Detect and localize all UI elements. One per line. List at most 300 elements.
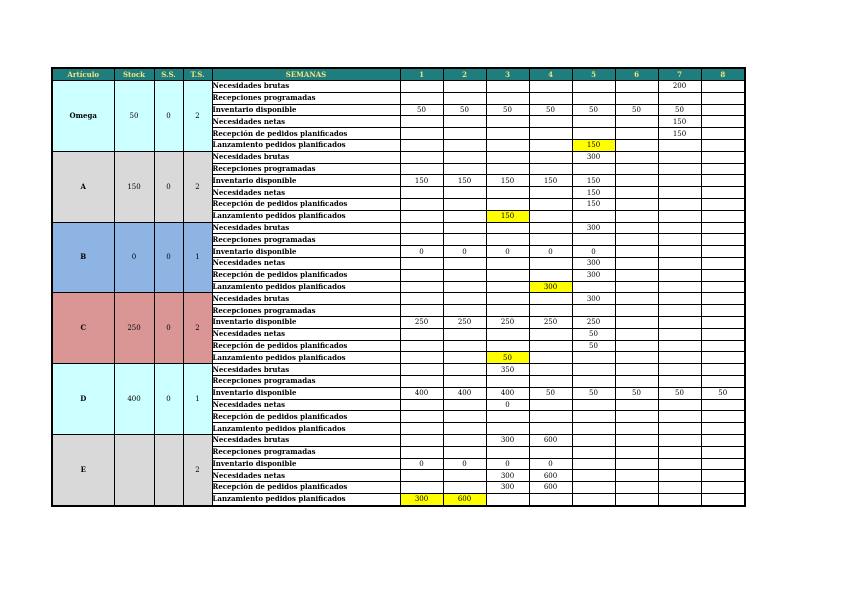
week-cell: [615, 128, 658, 140]
week-cell: [400, 281, 443, 293]
week-cell: [615, 305, 658, 317]
header-ss: S.S.: [154, 68, 183, 81]
week-cell: [443, 399, 486, 411]
week-cell: 0: [443, 458, 486, 470]
week-cell: 150: [443, 175, 486, 187]
week-cell: [529, 116, 572, 128]
week-cell: [529, 411, 572, 423]
concept-label: Inventario disponible: [212, 246, 400, 258]
concept-label: Inventario disponible: [212, 175, 400, 187]
header-articulo: Artículo: [52, 68, 114, 81]
week-cell: [529, 163, 572, 175]
week-cell: [701, 482, 745, 494]
week-cell: [701, 293, 745, 305]
week-cell: [486, 222, 529, 234]
week-cell: [486, 257, 529, 269]
item-ss: 0: [154, 151, 183, 222]
header-week-8: 8: [701, 68, 745, 81]
concept-label: Necesidades brutas: [212, 364, 400, 376]
item-name: C: [52, 293, 114, 364]
week-cell: [701, 246, 745, 258]
week-cell: [658, 305, 701, 317]
week-cell: 50: [400, 104, 443, 116]
week-cell: [443, 234, 486, 246]
week-cell: [400, 257, 443, 269]
week-cell: [701, 316, 745, 328]
week-cell: [572, 493, 615, 505]
week-cell: [443, 470, 486, 482]
item-ts: 2: [183, 151, 212, 222]
week-cell: [658, 446, 701, 458]
week-cell: [701, 222, 745, 234]
week-cell: [572, 234, 615, 246]
concept-label: Recepción de pedidos planificados: [212, 128, 400, 140]
concept-label: Lanzamiento pedidos planificados: [212, 210, 400, 222]
week-cell: 400: [400, 387, 443, 399]
week-cell: [486, 116, 529, 128]
week-cell: [443, 269, 486, 281]
week-cell: 150: [486, 175, 529, 187]
week-cell: [443, 210, 486, 222]
week-cell: [443, 128, 486, 140]
header-week-6: 6: [615, 68, 658, 81]
week-cell: [572, 281, 615, 293]
item-row: [52, 364, 745, 376]
item-row: [52, 151, 745, 163]
week-cell: [658, 151, 701, 163]
concept-label: Necesidades brutas: [212, 81, 400, 93]
week-cell: 0: [486, 399, 529, 411]
week-cell: [615, 423, 658, 435]
week-cell: [615, 257, 658, 269]
week-cell: [658, 399, 701, 411]
item-ts: 1: [183, 222, 212, 293]
week-cell: [701, 340, 745, 352]
week-cell: [443, 81, 486, 93]
week-cell: [572, 434, 615, 446]
week-cell: [615, 187, 658, 199]
week-cell: [572, 364, 615, 376]
week-cell: [615, 411, 658, 423]
week-cell: [701, 352, 745, 364]
week-cell: [701, 257, 745, 269]
week-cell: [400, 222, 443, 234]
week-cell: 50: [443, 104, 486, 116]
week-cell: [701, 187, 745, 199]
week-cell: [615, 210, 658, 222]
week-cell: [701, 269, 745, 281]
week-cell: [400, 198, 443, 210]
week-cell: 0: [486, 246, 529, 258]
item-ts: 2: [183, 81, 212, 152]
header-stock: Stock: [114, 68, 154, 81]
item-ss: 0: [154, 81, 183, 152]
week-cell: [400, 128, 443, 140]
week-cell: 150: [486, 210, 529, 222]
week-cell: [486, 92, 529, 104]
week-cell: [400, 470, 443, 482]
week-cell: [701, 210, 745, 222]
item-ts: 1: [183, 364, 212, 435]
week-cell: 150: [572, 198, 615, 210]
concept-label: Recepción de pedidos planificados: [212, 411, 400, 423]
header-week-3: 3: [486, 68, 529, 81]
week-cell: [486, 493, 529, 505]
week-cell: [701, 446, 745, 458]
week-cell: [486, 305, 529, 317]
week-cell: [486, 293, 529, 305]
week-cell: [529, 139, 572, 151]
week-cell: [486, 328, 529, 340]
concept-label: Necesidades netas: [212, 470, 400, 482]
week-cell: [615, 470, 658, 482]
concept-label: Recepción de pedidos planificados: [212, 482, 400, 494]
week-cell: [529, 375, 572, 387]
week-cell: [529, 305, 572, 317]
week-cell: [615, 446, 658, 458]
concept-label: Inventario disponible: [212, 104, 400, 116]
concept-label: Lanzamiento pedidos planificados: [212, 493, 400, 505]
week-cell: [701, 305, 745, 317]
week-cell: 0: [572, 246, 615, 258]
week-cell: [443, 116, 486, 128]
week-cell: [615, 434, 658, 446]
week-cell: [658, 198, 701, 210]
week-cell: 150: [658, 116, 701, 128]
week-cell: [529, 257, 572, 269]
week-cell: 200: [658, 81, 701, 93]
item-row: [52, 293, 745, 305]
week-cell: 50: [615, 387, 658, 399]
week-cell: [701, 364, 745, 376]
week-cell: 300: [572, 257, 615, 269]
mrp-table: [51, 67, 746, 507]
item-stock: 0: [114, 222, 154, 293]
week-cell: [443, 364, 486, 376]
item-row: [52, 81, 745, 93]
week-cell: 300: [529, 281, 572, 293]
week-cell: [529, 128, 572, 140]
week-cell: [701, 423, 745, 435]
week-cell: [658, 281, 701, 293]
week-cell: [400, 269, 443, 281]
week-cell: 300: [486, 482, 529, 494]
week-cell: [615, 92, 658, 104]
week-cell: 50: [572, 328, 615, 340]
week-cell: [400, 151, 443, 163]
week-cell: 0: [529, 458, 572, 470]
week-cell: 250: [400, 316, 443, 328]
week-cell: [529, 222, 572, 234]
week-cell: [701, 399, 745, 411]
week-cell: [486, 187, 529, 199]
week-cell: 600: [443, 493, 486, 505]
week-cell: [658, 269, 701, 281]
week-cell: [615, 482, 658, 494]
week-cell: [615, 175, 658, 187]
concept-label: Lanzamiento pedidos planificados: [212, 352, 400, 364]
week-cell: [615, 234, 658, 246]
concept-label: Recepciones programadas: [212, 163, 400, 175]
week-cell: [400, 411, 443, 423]
concept-label: Necesidades brutas: [212, 222, 400, 234]
week-cell: [400, 305, 443, 317]
week-cell: [615, 399, 658, 411]
week-cell: [701, 128, 745, 140]
concept-label: Recepciones programadas: [212, 375, 400, 387]
concept-label: Recepción de pedidos planificados: [212, 269, 400, 281]
week-cell: [529, 340, 572, 352]
concept-label: Necesidades brutas: [212, 151, 400, 163]
week-cell: [572, 470, 615, 482]
week-cell: [529, 187, 572, 199]
week-cell: [443, 293, 486, 305]
week-cell: 300: [572, 222, 615, 234]
week-cell: 50: [486, 104, 529, 116]
week-cell: [658, 493, 701, 505]
item-name: E: [52, 434, 114, 505]
item-row: [52, 434, 745, 446]
week-cell: [701, 434, 745, 446]
week-cell: [529, 352, 572, 364]
week-cell: [701, 151, 745, 163]
week-cell: 150: [572, 139, 615, 151]
week-cell: [529, 234, 572, 246]
concept-label: Necesidades netas: [212, 187, 400, 199]
header-week-4: 4: [529, 68, 572, 81]
week-cell: [443, 139, 486, 151]
week-cell: 0: [400, 246, 443, 258]
header-week-5: 5: [572, 68, 615, 81]
week-cell: 50: [572, 104, 615, 116]
week-cell: 250: [443, 316, 486, 328]
week-cell: [443, 163, 486, 175]
week-cell: [615, 293, 658, 305]
item-name: Omega: [52, 81, 114, 152]
week-cell: 300: [486, 434, 529, 446]
week-cell: 50: [701, 387, 745, 399]
concept-label: Lanzamiento pedidos planificados: [212, 423, 400, 435]
concept-label: Recepciones programadas: [212, 305, 400, 317]
week-cell: [443, 198, 486, 210]
week-cell: 50: [529, 104, 572, 116]
week-cell: [443, 423, 486, 435]
week-cell: 250: [486, 316, 529, 328]
week-cell: [486, 446, 529, 458]
week-cell: [658, 352, 701, 364]
week-cell: [443, 352, 486, 364]
week-cell: [400, 352, 443, 364]
week-cell: [701, 375, 745, 387]
item-ss: [154, 434, 183, 505]
week-cell: 250: [529, 316, 572, 328]
week-cell: 150: [400, 175, 443, 187]
week-cell: [701, 493, 745, 505]
week-cell: [701, 163, 745, 175]
week-cell: [443, 92, 486, 104]
week-cell: 150: [572, 187, 615, 199]
week-cell: 150: [658, 128, 701, 140]
week-cell: 300: [572, 269, 615, 281]
item-stock: 150: [114, 151, 154, 222]
week-cell: [529, 328, 572, 340]
week-cell: 50: [572, 387, 615, 399]
week-cell: 50: [658, 104, 701, 116]
week-cell: [529, 198, 572, 210]
week-cell: [572, 163, 615, 175]
week-cell: [658, 139, 701, 151]
concept-label: Recepciones programadas: [212, 92, 400, 104]
week-cell: [443, 328, 486, 340]
week-cell: 50: [572, 340, 615, 352]
week-cell: [443, 281, 486, 293]
concept-label: Necesidades netas: [212, 116, 400, 128]
week-cell: [658, 175, 701, 187]
week-cell: 350: [486, 364, 529, 376]
concept-label: Recepciones programadas: [212, 446, 400, 458]
week-cell: [529, 81, 572, 93]
week-cell: [400, 293, 443, 305]
week-cell: [443, 257, 486, 269]
week-cell: [701, 328, 745, 340]
concept-label: Necesidades brutas: [212, 434, 400, 446]
week-cell: [486, 375, 529, 387]
week-cell: 600: [529, 470, 572, 482]
week-cell: [658, 411, 701, 423]
week-cell: [400, 434, 443, 446]
week-cell: [572, 375, 615, 387]
week-cell: [529, 151, 572, 163]
week-cell: 0: [486, 458, 529, 470]
week-cell: [701, 458, 745, 470]
concept-label: Inventario disponible: [212, 387, 400, 399]
week-cell: [400, 210, 443, 222]
week-cell: [486, 151, 529, 163]
week-cell: [486, 163, 529, 175]
week-cell: [658, 340, 701, 352]
week-cell: [701, 81, 745, 93]
week-cell: 400: [486, 387, 529, 399]
week-cell: [658, 482, 701, 494]
week-cell: [443, 222, 486, 234]
item-stock: [114, 434, 154, 505]
week-cell: 0: [529, 246, 572, 258]
week-cell: [658, 423, 701, 435]
week-cell: [486, 234, 529, 246]
week-cell: [658, 458, 701, 470]
week-cell: [529, 399, 572, 411]
week-cell: [615, 364, 658, 376]
week-cell: [529, 293, 572, 305]
week-cell: [658, 375, 701, 387]
concept-label: Necesidades brutas: [212, 293, 400, 305]
week-cell: [615, 352, 658, 364]
header-week-2: 2: [443, 68, 486, 81]
week-cell: [658, 293, 701, 305]
week-cell: [615, 198, 658, 210]
week-cell: 150: [529, 175, 572, 187]
week-cell: [400, 234, 443, 246]
week-cell: [701, 92, 745, 104]
week-cell: [572, 411, 615, 423]
week-cell: [486, 423, 529, 435]
item-ss: 0: [154, 222, 183, 293]
week-cell: [400, 328, 443, 340]
item-ts: 2: [183, 293, 212, 364]
week-cell: [615, 458, 658, 470]
week-cell: [615, 316, 658, 328]
week-cell: [615, 281, 658, 293]
week-cell: [486, 340, 529, 352]
item-name: A: [52, 151, 114, 222]
header-ts: T.S.: [183, 68, 212, 81]
week-cell: [529, 364, 572, 376]
concept-label: Inventario disponible: [212, 316, 400, 328]
week-cell: [701, 411, 745, 423]
concept-label: Recepción de pedidos planificados: [212, 340, 400, 352]
week-cell: [400, 81, 443, 93]
week-cell: [658, 470, 701, 482]
week-cell: [615, 375, 658, 387]
week-cell: [400, 187, 443, 199]
week-cell: [572, 116, 615, 128]
week-cell: [572, 482, 615, 494]
week-cell: [400, 482, 443, 494]
concept-label: Necesidades netas: [212, 257, 400, 269]
week-cell: [486, 128, 529, 140]
week-cell: [572, 210, 615, 222]
item-stock: 250: [114, 293, 154, 364]
week-cell: 50: [486, 352, 529, 364]
week-cell: [572, 399, 615, 411]
week-cell: [400, 163, 443, 175]
week-cell: [658, 328, 701, 340]
item-stock: 400: [114, 364, 154, 435]
week-cell: [701, 234, 745, 246]
week-cell: [443, 482, 486, 494]
week-cell: [572, 458, 615, 470]
concept-label: Lanzamiento pedidos planificados: [212, 281, 400, 293]
week-cell: [400, 116, 443, 128]
week-cell: [572, 423, 615, 435]
week-cell: [658, 234, 701, 246]
week-cell: [615, 493, 658, 505]
week-cell: [400, 375, 443, 387]
week-cell: [572, 446, 615, 458]
week-cell: 50: [658, 387, 701, 399]
week-cell: [400, 139, 443, 151]
week-cell: [443, 446, 486, 458]
item-name: D: [52, 364, 114, 435]
week-cell: 50: [615, 104, 658, 116]
week-cell: [529, 210, 572, 222]
week-cell: [658, 163, 701, 175]
week-cell: [486, 81, 529, 93]
week-cell: 300: [572, 293, 615, 305]
header-semanas: SEMANAS: [212, 68, 400, 81]
week-cell: [615, 246, 658, 258]
week-cell: 600: [529, 482, 572, 494]
week-cell: [615, 222, 658, 234]
week-cell: [572, 352, 615, 364]
week-cell: [658, 257, 701, 269]
week-cell: [701, 104, 745, 116]
week-cell: [658, 187, 701, 199]
concept-label: Lanzamiento pedidos planificados: [212, 139, 400, 151]
week-cell: [658, 246, 701, 258]
week-cell: [400, 399, 443, 411]
week-cell: [701, 139, 745, 151]
